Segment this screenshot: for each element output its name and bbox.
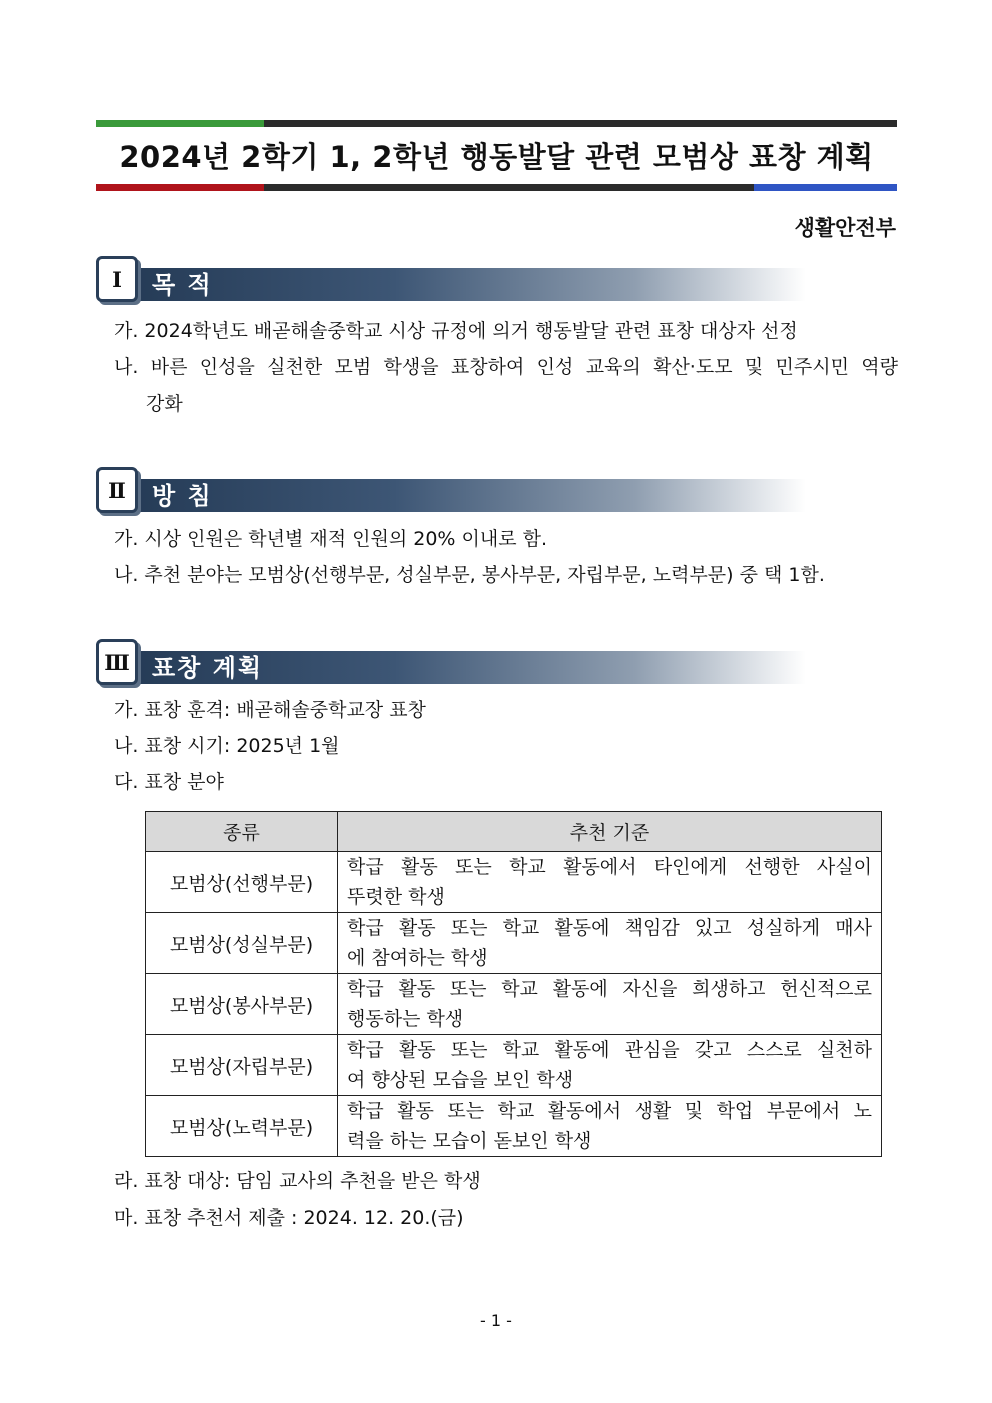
section-number: Ⅰ (96, 256, 138, 302)
table-header-row (146, 812, 882, 852)
table-row (146, 1096, 882, 1157)
section-band (120, 479, 806, 512)
section-band (120, 268, 806, 301)
title-bottom-bar-blue (754, 184, 897, 191)
section-header-policy (96, 467, 806, 513)
table-row (146, 974, 882, 1035)
category-cell: 모범상(자립부문) (146, 1035, 338, 1096)
title-bottom-bar-dark (264, 184, 754, 191)
plan-item-e: 마. 표창 추천서 제출 : 2024. 12. 20.(금) (114, 1207, 464, 1229)
plan-item-b: 나. 표창 시기: 2025년 1월 (114, 735, 340, 757)
title-top-bar-green (96, 120, 264, 127)
policy-item-b: 나. 추천 분야는 모범상(선행부문, 성실부문, 봉사부문, 자립부문, 노력부문) 중 택 1함. (114, 564, 825, 586)
plan-item-c: 다. 표창 분야 (114, 771, 224, 793)
purpose-item-b: 나. 바른 인성을 실천한 모범 학생을 표창하여 인성 교육의 확산·도모 및 민주시민 역량 (114, 356, 898, 378)
department-label: 생활안전부 (794, 216, 896, 240)
policy-item-a: 가. 시상 인원은 학년별 재적 인원의 20% 이내로 함. (114, 528, 547, 550)
category-cell: 모범상(봉사부문) (146, 974, 338, 1035)
section-header-purpose (96, 256, 806, 302)
document-title: 2024년 2학기 1, 2학년 행동발달 관련 모범상 표창 계획 (119, 139, 874, 174)
page-number: - 1 - (480, 1311, 512, 1330)
section-title: 표창 계획 (152, 654, 264, 682)
table-row (146, 1035, 882, 1096)
section-header-award-plan (96, 639, 806, 685)
title-top-bar-dark (264, 120, 897, 127)
header-type: 종류 (146, 812, 338, 852)
plan-item-d: 라. 표창 대상: 담임 교사의 추천을 받은 학생 (114, 1170, 481, 1192)
criteria-cell: 학급 활동 또는 학교 활동에 책임감 있고 성실하게 매사 에 참여하는 학생 (338, 913, 882, 974)
section-number: Ⅱ (96, 467, 138, 513)
header-criteria: 추천 기준 (338, 812, 882, 852)
criteria-cell: 학급 활동 또는 학교 활동에서 타인에게 선행한 사실이 뚜렷한 학생 (338, 852, 882, 913)
plan-item-a: 가. 표창 훈격: 배곧해솔중학교장 표창 (114, 699, 426, 721)
table-row (146, 913, 882, 974)
criteria-cell: 학급 활동 또는 학교 활동에서 생활 및 학업 부문에서 노 력을 하는 모습이 돋보인 학생 (338, 1096, 882, 1157)
section-title: 목 적 (152, 271, 213, 299)
table-row (146, 852, 882, 913)
category-cell: 모범상(선행부문) (146, 852, 338, 913)
criteria-cell: 학급 활동 또는 학교 활동에 자신을 희생하고 헌신적으로 행동하는 학생 (338, 974, 882, 1035)
section-number: Ⅲ (96, 639, 138, 685)
criteria-cell: 학급 활동 또는 학교 활동에 관심을 갖고 스스로 실천하 여 향상된 모습을 보인 학생 (338, 1035, 882, 1096)
purpose-item-a: 가. 2024학년도 배곧해솔중학교 시상 규정에 의거 행동발달 관련 표창 대상자 선정 (114, 320, 798, 342)
category-cell: 모범상(노력부문) (146, 1096, 338, 1157)
title-bottom-bar-red (96, 184, 264, 191)
section-title: 방 침 (152, 482, 213, 510)
category-cell: 모범상(성실부문) (146, 913, 338, 974)
purpose-item-b-continued: 강화 (146, 393, 183, 415)
award-criteria-table (145, 811, 882, 1157)
